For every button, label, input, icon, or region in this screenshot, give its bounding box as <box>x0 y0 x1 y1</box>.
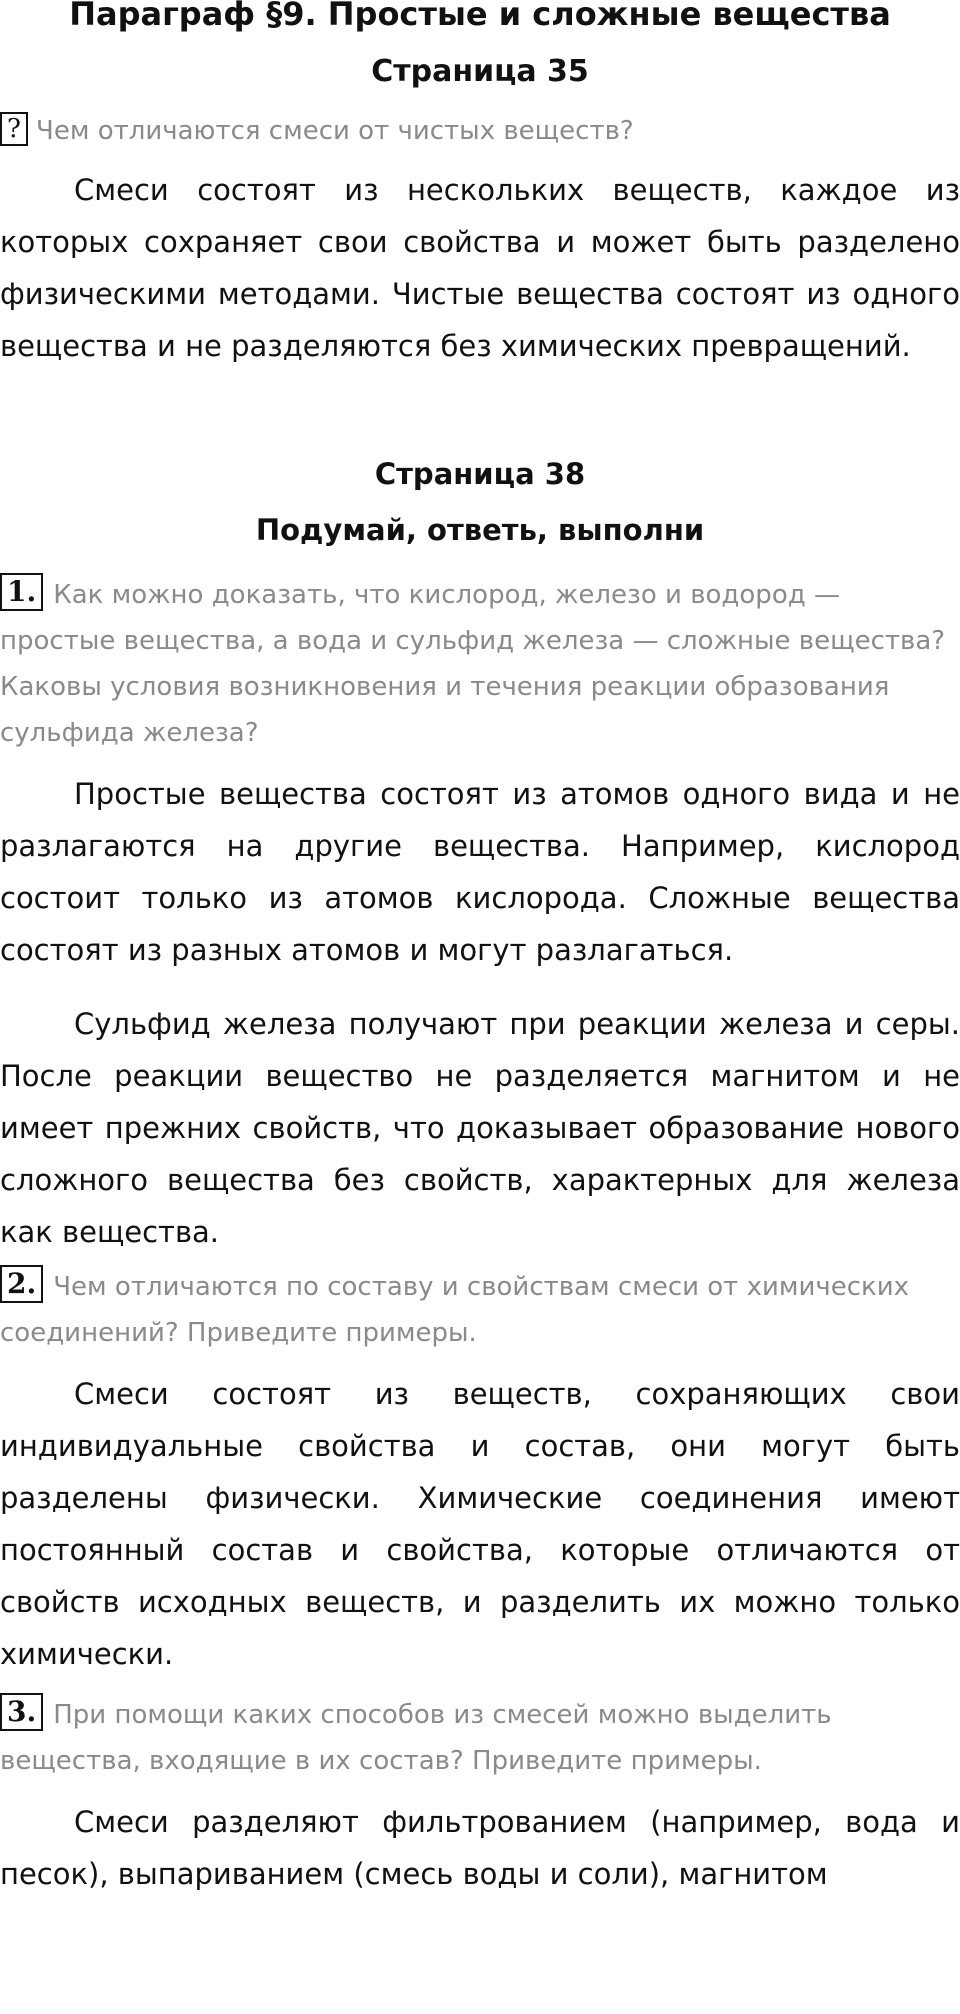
task-2-question <box>0 1264 960 1356</box>
intro-answer: Смеси состоят из нескольких веществ, каждое из которых сохраняет свои свойства и может быть разделено физическими методами. Чистые вещества состоят из одного вещества и не разделяются без химических превращений. <box>0 173 960 363</box>
page-38-heading: Страница 38 <box>374 457 586 491</box>
task-1-answer-2: Сульфид железа получают при реакции железа и серы. После реакции вещество не разделяется магнитом и не имеет прежних свойств, что доказывает образование нового сложного вещества без свойств, характерных для железа как вещества. <box>0 1007 960 1249</box>
task-2-number: 2. <box>0 1265 43 1303</box>
intro-question-text: Чем отличаются смеси от чистых веществ? <box>36 116 634 146</box>
task-1-number: 1. <box>0 573 43 611</box>
task-2-question-text: Чем отличаются по составу и свойствам смеси от химических соединений? Приведите примеры. <box>0 1272 910 1348</box>
intro-question <box>0 108 960 154</box>
task-1-question-text: Как можно доказать, что кислород, железо и водород — простые вещества, а вода и сульфид железа — сложные вещества? Каковы условия возникновения и течения реакции образования сульфида железа? <box>0 580 946 748</box>
task-3-question-text: При помощи каких способов из смесей можно выделить вещества, входящие в их состав? Приведите примеры. <box>0 1700 832 1776</box>
task-1-answer-1: Простые вещества состоят из атомов одного вида и не разлагаются на другие вещества. Например, кислород состоит только из атомов кислорода. Сложные вещества состоят из разных атомов и могут разлагаться. <box>0 777 960 967</box>
task-3-answer-1: Смеси разделяют фильтрованием (например, вода и песок), выпариванием (смесь воды и соли), магнитом <box>0 1805 960 1891</box>
task-3-question <box>0 1692 960 1784</box>
paragraph-title: Параграф §9. Простые и сложные вещества <box>69 0 891 33</box>
task-3-number: 3. <box>0 1693 43 1731</box>
question-mark-icon: ? <box>0 112 28 146</box>
page-35-heading: Страница 35 <box>371 54 589 89</box>
task-2-answer-1: Смеси состоят из веществ, сохраняющих свои индивидуальные свойства и состав, они могут быть разделены физически. Химические соединения имеют постоянный состав и свойства, которые отличаются от свойств исходных веществ, и разделить их можно только химически. <box>0 1377 960 1671</box>
section-heading: Подумай, ответь, выполни <box>255 513 705 547</box>
task-1-question <box>0 572 960 756</box>
